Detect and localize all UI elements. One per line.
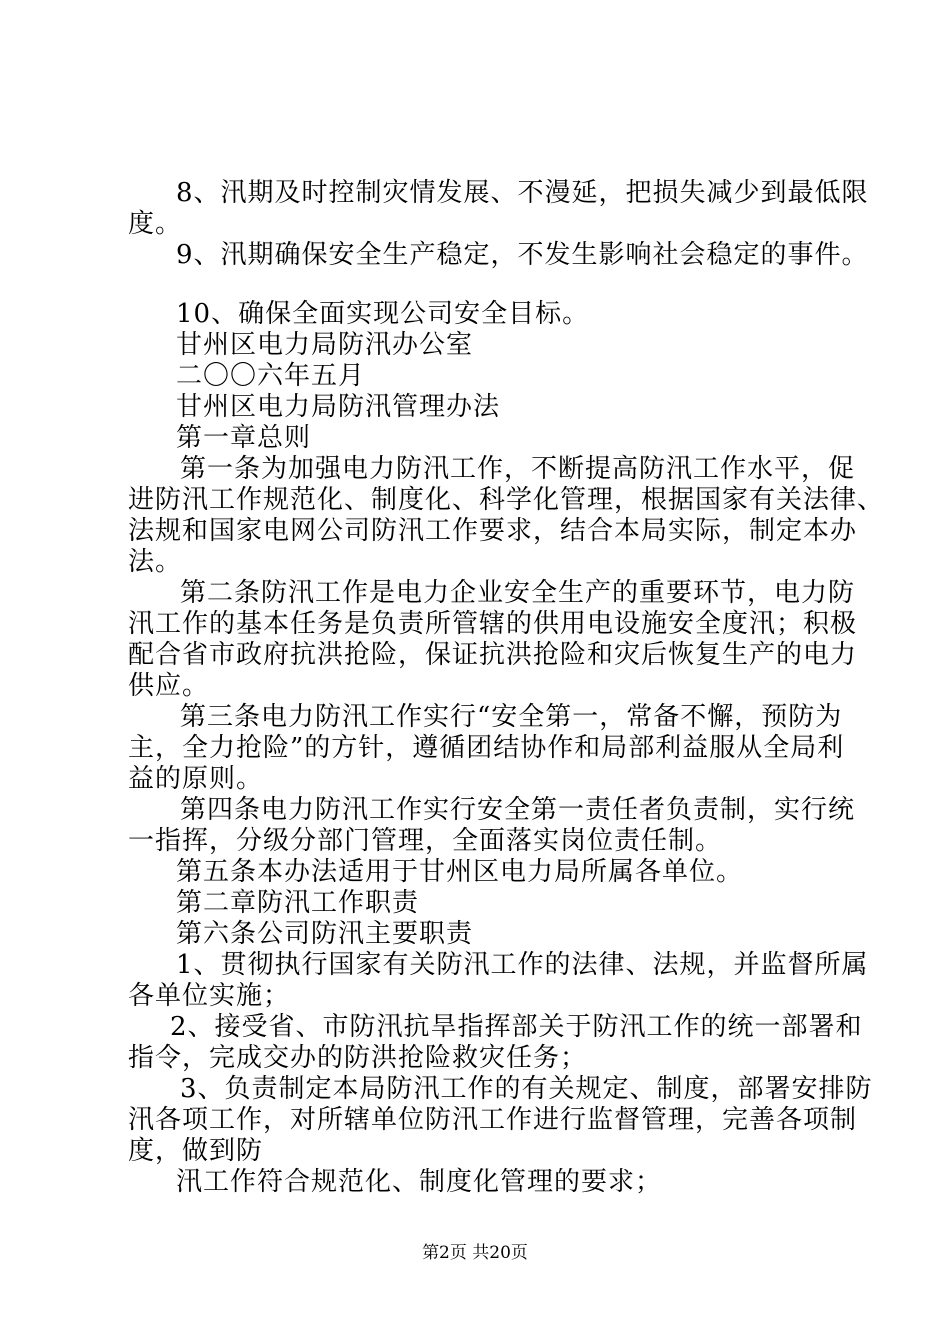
text-line: 一指挥，分级分部门管理，全面落实岗位责任制。 — [128, 826, 723, 856]
text-line: 第四条电力防汛工作实行安全第一责任者负责制，实行统 — [180, 795, 856, 825]
text-line: 1、贯彻执行国家有关防汛工作的法律、法规，并监督所属 — [176, 950, 869, 980]
text-line: 益的原则。 — [128, 764, 264, 794]
text-line: 汛工作的基本任务是负责所管辖的供用电设施安全度汛；积极 — [128, 609, 858, 639]
text-line: 度。 — [128, 209, 183, 239]
text-line: 法。 — [128, 547, 183, 577]
text-line: 第二条防汛工作是电力企业安全生产的重要环节，电力防 — [180, 578, 856, 608]
text-line: 第二章防汛工作职责 — [176, 888, 420, 918]
text-line: 配合省市政府抗洪抢险，保证抗洪抢险和灾后恢复生产的电力 — [128, 640, 858, 670]
text-line: 进防汛工作规范化、制度化、科学化管理，根据国家有关法律、 — [128, 485, 885, 515]
text-line: 供应。 — [128, 671, 210, 701]
text-line: 第六条公司防汛主要职责 — [176, 919, 474, 949]
text-line: 汛各项工作，对所辖单位防汛工作进行监督管理，完善各项制 — [128, 1105, 858, 1135]
text-line: 第一条为加强电力防汛工作，不断提高防汛工作水平，促 — [180, 454, 856, 484]
text-line: 主，全力抢险”的方针，遵循团结协作和局部利益服从全局利 — [128, 733, 845, 763]
text-line: 甘州区电力局防汛办公室 — [176, 330, 474, 360]
text-line: 各单位实施； — [128, 981, 291, 1011]
text-line: 法规和国家电网公司防汛工作要求，结合本局实际，制定本办 — [128, 516, 858, 546]
text-line: 度，做到防 — [128, 1136, 264, 1166]
text-line: 二〇〇六年五月 — [176, 361, 366, 391]
text-line: 第五条本办法适用于甘州区电力局所属各单位。 — [176, 857, 744, 887]
text-line: 指令，完成交办的防洪抢险救灾任务； — [128, 1043, 588, 1073]
text-line: 9、汛期确保安全生产稳定，不发生影响社会稳定的事件。 — [176, 240, 869, 270]
page-number: 第2页 共20页 — [422, 1243, 528, 1263]
text-line: 3、负责制定本局防汛工作的有关规定、制度，部署安排防 — [180, 1074, 873, 1104]
text-line: 第三条电力防汛工作实行“安全第一，常备不懈，预防为 — [180, 702, 843, 732]
text-line: 8、汛期及时控制灾情发展、不漫延，把损失减少到最低限 — [176, 178, 869, 208]
text-line: 第一章总则 — [176, 423, 312, 453]
text-line: 汛工作符合规范化、制度化管理的要求； — [176, 1167, 663, 1197]
text-line: 甘州区电力局防汛管理办法 — [176, 392, 501, 422]
text-line: 2、接受省、市防汛抗旱指挥部关于防汛工作的统一部署和 — [170, 1012, 863, 1042]
text-line: 10、确保全面实现公司安全目标。 — [176, 299, 590, 329]
